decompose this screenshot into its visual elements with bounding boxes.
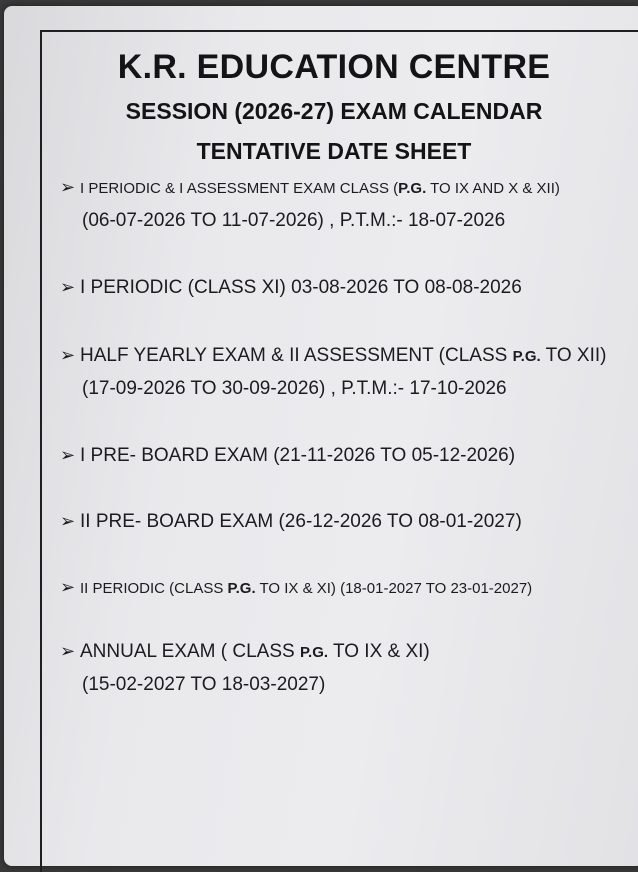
arrow-bullet-icon: ➢ — [60, 445, 76, 465]
item-class-bold: P.G. — [227, 580, 256, 597]
item-text: I PERIODIC (CLASS XI) 03-08-2026 TO 08-08-2026 — [80, 277, 522, 298]
item-line — [60, 270, 522, 304]
item-line — [60, 438, 515, 472]
item-class-bold: P.G. — [398, 180, 427, 197]
item-class-bold: P.G. — [299, 644, 329, 661]
arrow-bullet-icon: ➢ — [60, 345, 76, 365]
item-dates: (17-09-2026 TO 30-09-2026) , P.T.M.:- 17-10-2026 — [82, 378, 507, 399]
item-text: II PRE- BOARD EXAM (26-12-2026 TO 08-01-2027) — [80, 511, 522, 532]
list-item — [60, 270, 522, 304]
item-text: II PERIODIC (CLASS — [80, 580, 228, 597]
list-item — [60, 634, 430, 702]
list-item — [60, 504, 522, 538]
arrow-bullet-icon: ➢ — [60, 277, 76, 297]
item-text: TO IX & XI) (18-01-2027 TO 23-01-2027) — [255, 580, 533, 597]
arrow-bullet-icon: ➢ — [60, 511, 76, 531]
item-class-bold: P.G. — [512, 348, 541, 365]
item-text: HALF YEARLY EXAM & II ASSESSMENT (CLASS — [80, 345, 513, 366]
session-title: SESSION (2026-27) EXAM CALENDAR — [125, 98, 543, 124]
item-text: ANNUAL EXAM ( CLASS — [80, 641, 300, 662]
item-line — [60, 634, 430, 668]
paper-sheet — [4, 6, 638, 866]
list-item — [60, 570, 532, 604]
arrow-bullet-icon: ➢ — [60, 641, 76, 661]
date-sheet-subtitle: TENTATIVE DATE SHEET — [196, 138, 472, 164]
item-line — [60, 504, 522, 538]
list-item — [60, 338, 607, 406]
item-dates: (15-02-2027 TO 18-03-2027) — [82, 674, 326, 695]
item-text: TO IX AND X & XII) — [426, 180, 560, 197]
arrow-bullet-icon: ➢ — [60, 577, 76, 597]
item-text: TO XII) — [540, 345, 607, 366]
list-item — [60, 438, 515, 472]
item-text: TO IX & XI) — [328, 641, 430, 662]
item-dates: (06-07-2026 TO 11-07-2026) , P.T.M.:- 18-07-2026 — [82, 210, 506, 231]
item-text: I PRE- BOARD EXAM (21-11-2026 TO 05-12-2026) — [80, 445, 516, 466]
item-line — [60, 170, 560, 204]
item-line — [60, 570, 532, 604]
item-line — [60, 338, 607, 372]
item-text: I PERIODIC & I ASSESSMENT EXAM CLASS ( — [80, 180, 399, 197]
school-name: K.R. EDUCATION CENTRE — [117, 48, 551, 86]
arrow-bullet-icon: ➢ — [60, 177, 76, 197]
list-item — [60, 170, 560, 238]
